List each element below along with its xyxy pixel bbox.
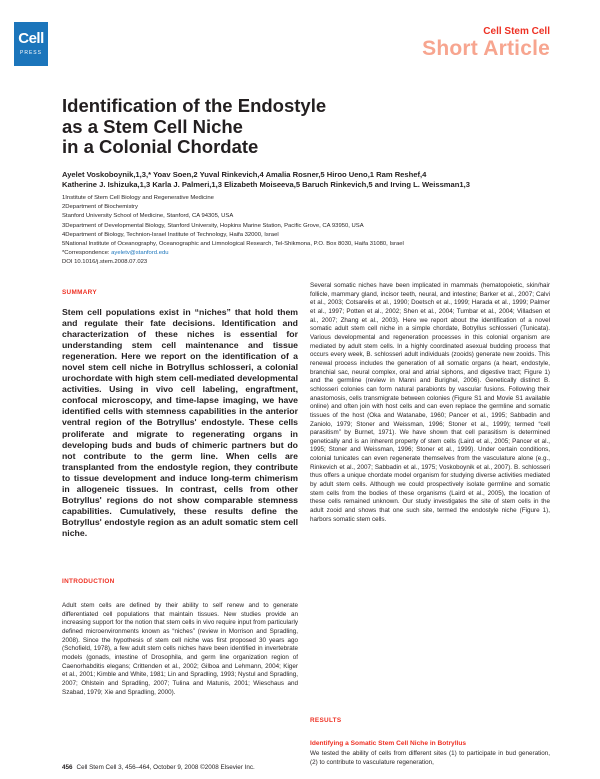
- introduction-heading: INTRODUCTION: [62, 578, 115, 585]
- correspondence-email-link[interactable]: ayeletv@stanford.edu: [111, 250, 169, 257]
- article-title: [62, 96, 482, 158]
- author-line: Ayelet Voskoboynik,1,3,* Yoav Soen,2 Yuval Rinkevich,4 Amalia Rosner,5 Hiroo Ueno,1 Ram Reshef,4: [62, 170, 427, 179]
- affiliation: 2Department of Biochemistry: [62, 204, 138, 211]
- page-number: 456: [62, 764, 73, 771]
- affiliation: 3Department of Developmental Biology, Stanford University, Hopkins Marine Station, Pacific Grove, CA 93950, USA: [62, 222, 364, 229]
- introduction-text: Adult stem cells are defined by their ability to self renew and to generate differentiated cell populations that maintain tissues. New studies provide an increasing support for the notion that stem cells in vivo require input from particularly defined microenvironments known as “niches” (review in Morrison and Spradling, 2008). Since the hypothesis of stem cell niche was first proposed 30 years ago (Schofield, 1978), a few adult stem cells niches have been identified in invertebrate models (gonads, intestine of Drosophila, and germ line organization region of Caenorhabditis elegans; Crittenden et al., 2002; Gilboa and Lehmann, 2004; Kiger et al., 2001; Kimble and White, 1981; Lin and Spradling, 1993; Nystul and Spradling, 2007; Ohlstein and Spradling, 2007; Tulina and Matunis, 2001; Wieschaus and Szabad, 1979; Xie and Spradling, 2000).: [62, 602, 298, 696]
- logo-press-text: PRESS: [20, 50, 42, 56]
- doi: DOI 10.1016/j.stem.2008.07.023: [62, 259, 148, 266]
- correspondence: [62, 249, 542, 258]
- citation: Cell Stem Cell 3, 456–464, October 9, 2008 ©2008 Elsevier Inc.: [76, 764, 255, 771]
- title-line: as a Stem Cell Niche: [62, 115, 243, 137]
- journal-name: Cell Stem Cell: [483, 26, 550, 37]
- author-list: [62, 170, 532, 190]
- right-column-text: Several somatic niches have been implicated in mammals (hematopoietic, skin/hair follicle, mammary gland, incisor teeth, neural, and intestine; Barker et al., 2007; Calvi et al., 2003; Cotsarelis et al., 1990; Doetsch et al., 1999; Harada et al., 1999; Palmer et al., 1997; Potten et al., 2002; Shen et al., 2004; Tumbar et al., 2004; Villadsen et al., 2007; Zhang et al., 2003). Here we report about the identification of a novel somatic adult stem cell niche in a simple chordate, Botryllus schlosseri (Tunicata). Various developmental and regeneration processes in this colonial organism are mediated by adult stem cells. In a highly coordinated asexual budding process that occurs every week, B. schlosseri adult individuals (zooids) generate new zooids. This renewal process includes the generation of all somatic organs (a heart, endostyle, branchial sac, neural complex, oral and atrial siphons, and digestive tract; Figure 1) and the germline (review in Manni and Burighel, 2006). Genetically distinct B. schlosseri colonies can form natural parabionts by vascular fusions. Following their anastomosis, cells transmigrate between colonies (Figure S1 and Movie S1 available online) and often join with host cells and can even replace the germline and somatic tissues of the host (Oka and Watanabe, 1960; Pancer et al., 1995; Sabbadin and Zaniolo, 1979; Stoner and Weissman, 1996; Stoner et al., 1999); termed “cell parasitism” by Burnet, 1971). We have shown that cell parasitism is determined genetically and is an inherent property of stem cells (Laird et al., 2005; Pancer et al., 1995; Stoner and Weissman, 1996; Stoner et al., 1999). Under certain conditions, colonial tunicates can even regenerate themselves from the vasculature alone (e.g., Rinkevich et al., 2007; Sabbadin et al., 1975; Voskoboynik et al., 2007). B. schlosseri thus offers a unique chordate model organism for studying diverse activities mediated by adult stem cells. Although we could prospectively isolate germline and somatic stem cells from the bodies of these organisms (Laird et al., 2005), the location of these cells remained unknown. Our study investigates the site of stem cells in the adult zooid and shows that one such site, termed the endostyle niche (Figure 1), harbors somatic stem cells.: [310, 282, 550, 523]
- title-line: in a Colonial Chordate: [62, 136, 259, 157]
- cell-press-logo: [14, 22, 48, 66]
- article-type: Short Article: [422, 37, 550, 60]
- results-text: We tested the ability of cells from different sites (1) to participate in bud generation, (2) to contribute to vasculature regeneration,: [310, 750, 550, 766]
- summary-text: Stem cell populations exist in “niches” that hold them and regulate their fate decisions. Identification and characterization of these niches is essential for understanding stem cell maintenance and tissue regeneration. Here we report on the identification of a novel stem cell niche in Botryllus schlosseri, a colonial urochordate with high stem cell-mediated developmental activities. Using in vivo cell labeling, engraftment, confocal microscopy, and time-lapse imaging, we have identified cells with stemness capabilities in the anterior ventral region of the Botryllus' endostyle. These cells proliferate and migrate to regenerating organs in developing buds and buds of chimeric partners but do not contribute to the germ line. When cells are transplanted from the endostyle region, they contribute to tissue development and induce long-term chimerism in allogeneic tissues. In contrast, cells from other Botryllus' regions do not show comparable stemness capabilities. Cumulatively, these results define the Botryllus' endostyle region as an adult somatic stem cell niche.: [62, 307, 298, 538]
- title-line: Identification of the Endostyle: [62, 95, 327, 116]
- affiliation: Stanford University School of Medicine, Stanford, CA 94305, USA: [62, 213, 234, 220]
- correspondence-label: *Correspondence:: [62, 250, 112, 257]
- results-heading: RESULTS: [310, 717, 342, 724]
- page-footer: [62, 764, 255, 771]
- affiliation: 1Institute of Stem Cell Biology and Regenerative Medicine: [62, 195, 214, 201]
- author-line: Katherine J. Ishizuka,1,3 Karla J. Palmeri,1,3 Elizabeth Moiseeva,5 Baruch Rinkevich,5 and Irving L. Weissman1,3: [62, 180, 470, 189]
- summary-heading: SUMMARY: [62, 289, 97, 296]
- results-subheading: Identifying a Somatic Stem Cell Niche in Botryllus: [310, 740, 467, 747]
- logo-text: Cell: [18, 30, 44, 47]
- affiliation: 5National Institute of Oceanography, Oceanographic and Limnological Research, Tel-Shikmona, P.O. Box 8030, Haifa 31080, Israel: [62, 241, 404, 248]
- affiliations: [62, 194, 542, 268]
- affiliation: 4Department of Biology, Technion-Israel Institute of Technology, Haifa 32000, Israel: [62, 231, 279, 238]
